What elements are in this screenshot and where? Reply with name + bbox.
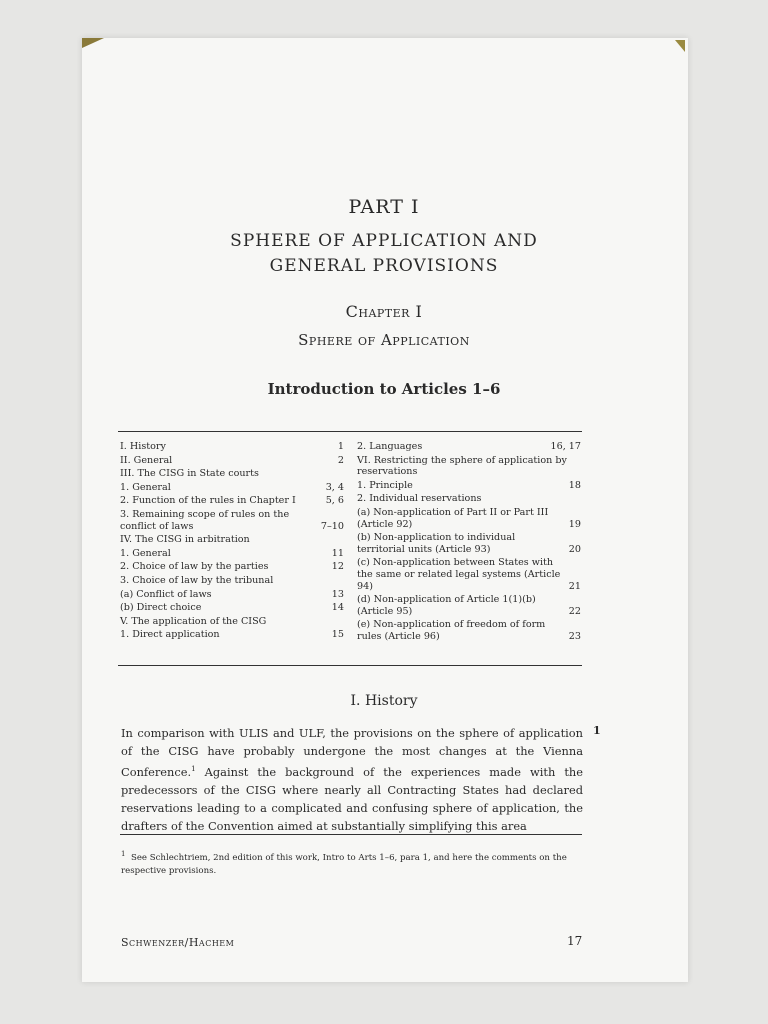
toc-entry-text: 1. Direct application — [120, 629, 220, 641]
toc-entry[interactable] — [120, 468, 344, 480]
footnote-rule — [120, 834, 582, 835]
chapter-title: Sphere of Application — [298, 331, 470, 349]
toc-entry-number: 2 — [337, 454, 344, 466]
toc-bottom-rule — [118, 665, 582, 666]
toc-entry[interactable] — [120, 509, 344, 532]
footnote-number: 1 — [121, 850, 126, 858]
toc-entry-text: 2. Choice of law by the parties — [120, 561, 269, 573]
toc-entry[interactable] — [120, 602, 344, 614]
toc-entry[interactable] — [357, 532, 581, 555]
toc-entry-text: 1. General — [120, 547, 171, 559]
toc-entry[interactable] — [120, 575, 344, 587]
toc-entry-number: 18 — [568, 479, 581, 491]
toc-entry-text: (d) Non-application of Article 1(1)(b) (Article 95) — [357, 594, 536, 617]
toc-entry-text: (b) Direct choice — [120, 602, 202, 614]
page-number: 17 — [567, 934, 583, 948]
toc-entry[interactable] — [357, 594, 581, 617]
toc-entry-number: 3, 4 — [325, 481, 344, 493]
toc-entry[interactable] — [120, 534, 344, 546]
footer-author: Schwenzer/Hachem — [121, 936, 235, 949]
toc-entry[interactable] — [120, 616, 344, 628]
toc-entry[interactable] — [120, 629, 344, 641]
toc-entry-number: 5, 6 — [325, 495, 344, 507]
page-corner-mark — [675, 40, 685, 52]
section-heading: I. History — [350, 693, 418, 709]
toc-entry-number: 15 — [331, 629, 344, 641]
toc-entry-number: 12 — [331, 561, 344, 573]
toc-entry-text: II. General — [120, 454, 173, 466]
toc-entry-number: 20 — [568, 543, 581, 555]
toc-entry-number: 21 — [568, 580, 581, 592]
toc-entry[interactable] — [120, 441, 344, 453]
toc-entry[interactable] — [120, 561, 344, 573]
toc-entry-number: 13 — [331, 588, 344, 600]
toc-entry-text: 3. Remaining scope of rules on the conflict of laws — [120, 508, 290, 532]
toc-entry-text: 2. Function of the rules in Chapter I — [120, 495, 296, 507]
toc-entry[interactable] — [357, 441, 581, 453]
toc-entry[interactable] — [357, 507, 581, 530]
footnote — [121, 848, 583, 878]
page-corner-mark — [82, 38, 104, 48]
toc-entry-text: (e) Non-application of freedom of form rules (Article 96) — [357, 619, 546, 642]
toc-entry[interactable] — [120, 589, 344, 601]
toc-entry[interactable] — [357, 493, 581, 505]
toc-entry-text: 3. Choice of law by the tribunal — [120, 574, 274, 586]
toc-left-column — [120, 441, 344, 643]
toc-entry-text: 1. Principle — [357, 479, 413, 491]
toc-entry-text: 1. General — [120, 481, 171, 493]
toc-entry-text: III. The CISG in State courts — [120, 468, 259, 480]
footnote-reference[interactable]: 1 — [191, 765, 196, 773]
toc-entry[interactable] — [357, 455, 581, 478]
toc-entry-text: (b) Non-application to individual territorial units (Article 93) — [357, 532, 516, 555]
toc-entry-text: 2. Languages — [357, 441, 423, 452]
toc-entry-number: 22 — [568, 605, 581, 617]
paragraph-text: In comparison with ULIS and ULF, the provisions on the sphere of application of the CISG have probably undergone the most changes at the Vienna Conference. — [121, 726, 583, 779]
toc-entry-number: 11 — [331, 547, 344, 559]
toc-entry-text: IV. The CISG in arbitration — [120, 534, 250, 546]
toc-entry-text: 2. Individual reservations — [357, 493, 482, 505]
toc-entry-text: V. The application of the CISG — [120, 615, 267, 627]
toc-entry[interactable] — [357, 619, 581, 642]
body-paragraph — [121, 724, 583, 835]
toc-entry[interactable] — [120, 548, 344, 560]
toc-entry[interactable] — [120, 482, 344, 494]
toc-entry-text: VI. Restricting the sphere of application by reservations — [357, 454, 567, 478]
toc-entry[interactable] — [357, 480, 581, 492]
part-title-line: SPHERE OF APPLICATION AND — [230, 231, 538, 251]
chapter-label: Chapter I — [345, 302, 423, 321]
toc-entry[interactable] — [120, 455, 344, 467]
toc-entry-number: 19 — [568, 518, 581, 530]
part-title — [0, 229, 768, 279]
toc-entry-text: (c) Non-application between States with the same or related legal systems (Article 94) — [357, 557, 561, 592]
toc-entry-number: 1 — [337, 441, 344, 452]
toc-entry[interactable] — [120, 495, 344, 507]
part-title-line: GENERAL PROVISIONS — [269, 256, 499, 276]
toc-entry-number: 7–10 — [320, 520, 344, 532]
toc-top-rule — [118, 431, 582, 432]
toc-entry-text: (a) Conflict of laws — [120, 588, 212, 600]
introduction-title: Introduction to Articles 1–6 — [267, 380, 501, 398]
toc-entry-number: 23 — [568, 630, 581, 642]
toc-entry-number: 16, 17 — [550, 441, 581, 452]
toc-entry-text: (a) Non-application of Part II or Part III (Article 92) — [357, 506, 549, 530]
footnote-text: See Schlechtriem, 2nd edition of this work, Intro to Arts 1–6, para 1, and here the comments on the respective provisions. — [121, 852, 567, 876]
toc-right-column — [357, 441, 581, 645]
part-label: PART I — [348, 196, 420, 218]
margin-number: 1 — [593, 724, 601, 737]
toc-entry-text: I. History — [120, 441, 166, 452]
toc-entry-number: 14 — [331, 602, 344, 614]
toc-entry[interactable] — [357, 557, 581, 592]
paragraph-text: Against the background of the experiences made with the predecessors of the CISG where nearly all Contracting States had declared reservations leading to a complicated and confusing sphere of application, the drafters of the Convention aimed at substantially simplifying this area — [121, 764, 583, 833]
